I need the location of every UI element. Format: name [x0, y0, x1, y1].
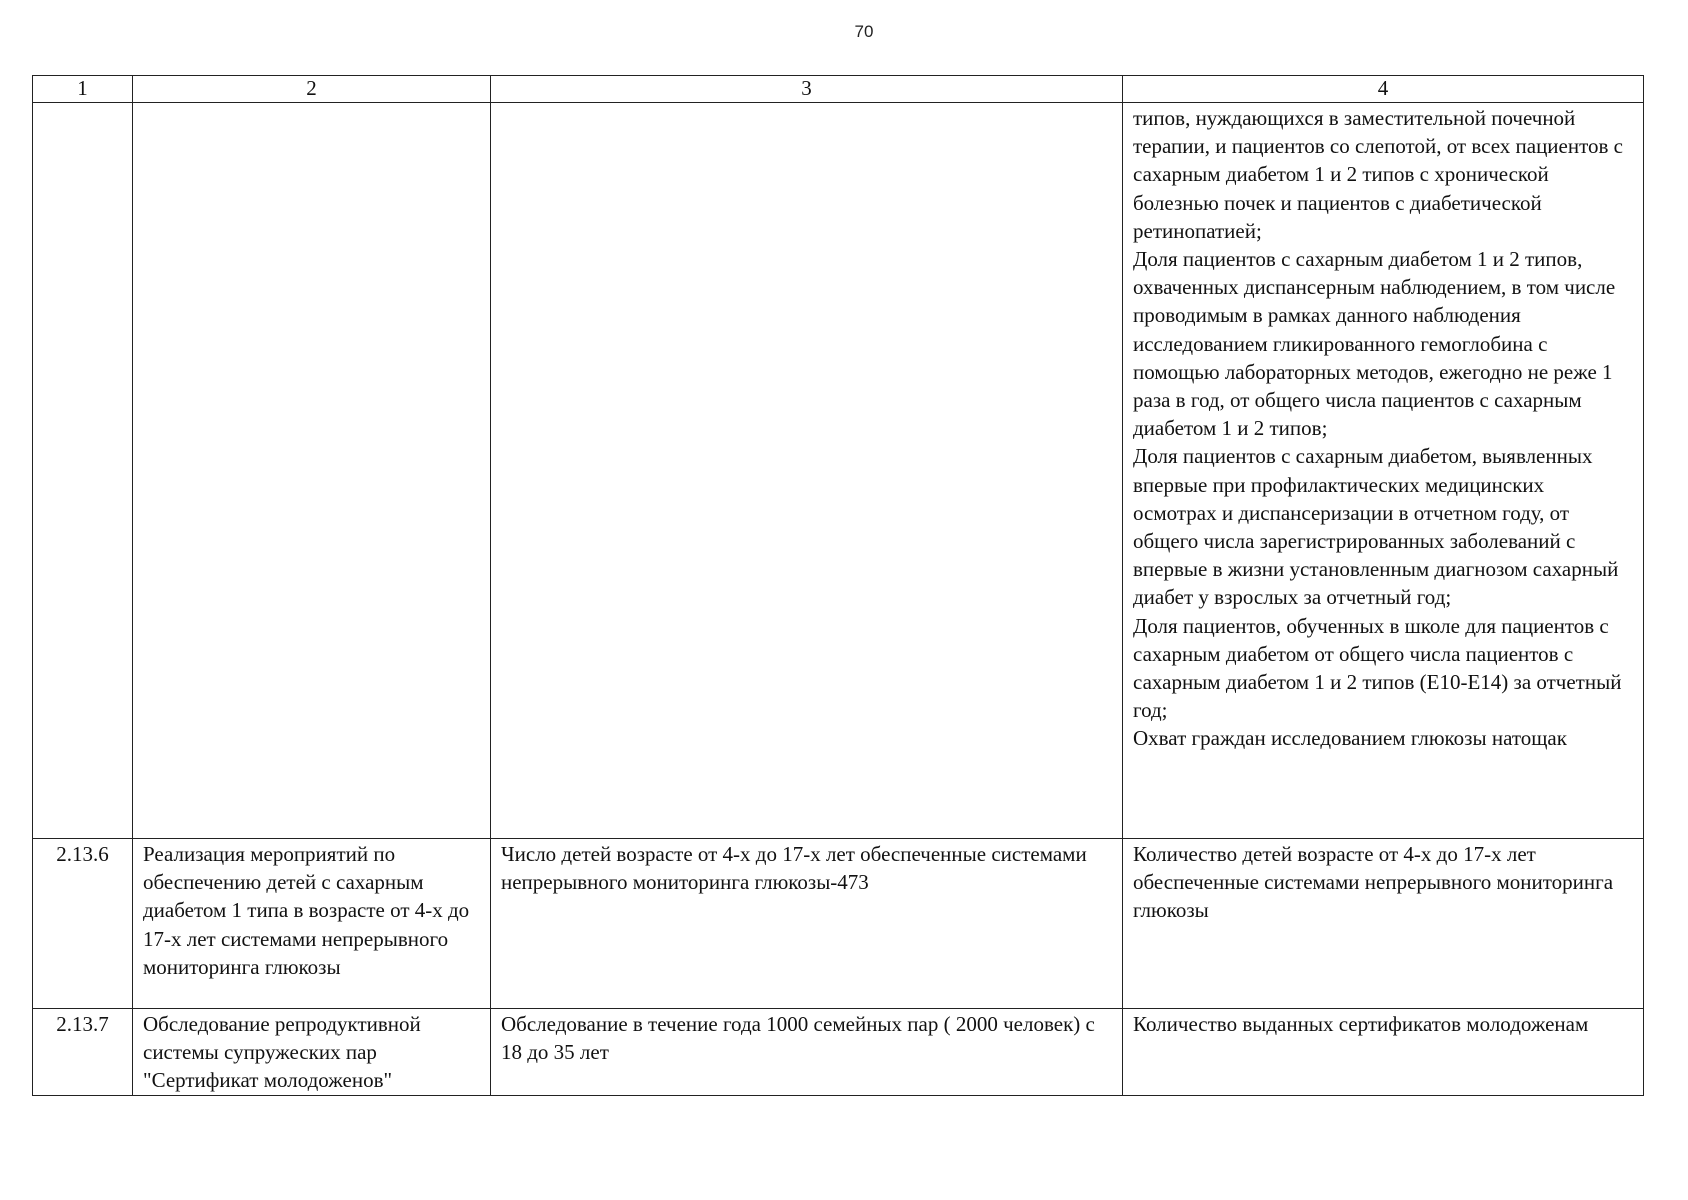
- indicator-paragraph: типов, нуждающихся в заместительной почечной терапии, и пациентов со слепотой, от всех пациентов с сахарным диабетом 1 и 2 типов с хронической болезнью почек и пациентов с диабетической ретинопатией;: [1133, 106, 1623, 243]
- table-row-continuation: [33, 103, 1644, 839]
- cell-number: 2.13.6: [33, 839, 133, 1009]
- column-header-2: 2: [133, 76, 491, 103]
- cell-target: Обследование в течение года 1000 семейных пар ( 2000 человек) с 18 до 35 лет: [491, 1009, 1123, 1096]
- cell-measure: [133, 103, 491, 839]
- document-table: [32, 75, 1644, 1096]
- cell-indicator: Количество выданных сертификатов молодоженам: [1123, 1009, 1644, 1096]
- indicator-paragraph: Доля пациентов, обученных в школе для пациентов с сахарным диабетом от общего числа пациентов с сахарным диабетом 1 и 2 типов (Е10-Е14) за отчетный год;: [1133, 613, 1622, 723]
- indicator-paragraph: Доля пациентов с сахарным диабетом 1 и 2 типов, охваченных диспансерным наблюдением, в том числе проводимым в рамках данного наблюдения исследованием гликированного гемоглобина с помощью лабораторных методов, ежегодно не реже 1 раза в год, от общего числа пациентов с сахарным диабетом 1 и 2 типов;: [1133, 247, 1616, 441]
- column-header-3: 3: [491, 76, 1123, 103]
- indicator-paragraph: Охват граждан исследованием глюкозы натощак: [1133, 726, 1567, 751]
- page-number: 70: [854, 22, 874, 41]
- cell-target: [491, 103, 1123, 839]
- table-header-row: [33, 76, 1644, 103]
- column-header-1: 1: [33, 76, 133, 103]
- cell-measure: Обследование репродуктивной системы супружеских пар "Сертификат молодоженов": [133, 1009, 491, 1096]
- cell-number: 2.13.7: [33, 1009, 133, 1096]
- cell-target: Число детей возрасте от 4-х до 17-х лет обеспеченные системами непрерывного мониторинга глюкозы-473: [491, 839, 1123, 1009]
- cell-indicator: Количество детей возрасте от 4-х до 17-х лет обеспеченные системами непрерывного мониторинга глюкозы: [1123, 839, 1644, 1009]
- cell-number: [33, 103, 133, 839]
- column-header-4: 4: [1123, 76, 1644, 103]
- cell-indicator: [1123, 103, 1644, 839]
- indicator-paragraph: Доля пациентов с сахарным диабетом, выявленных впервые при профилактических медицинских осмотрах и диспансеризации в отчетном году, от общего числа зарегистрированных заболеваний с впервые в жизни установленным диагнозом сахарный диабет у взрослых за отчетный год;: [1133, 444, 1619, 610]
- cell-measure: Реализация мероприятий по обеспечению детей с сахарным диабетом 1 типа в возрасте от 4-х до 17-х лет системами непрерывного мониторинга глюкозы: [133, 839, 491, 1009]
- table-row: [33, 1009, 1644, 1096]
- table-row: [33, 839, 1644, 1009]
